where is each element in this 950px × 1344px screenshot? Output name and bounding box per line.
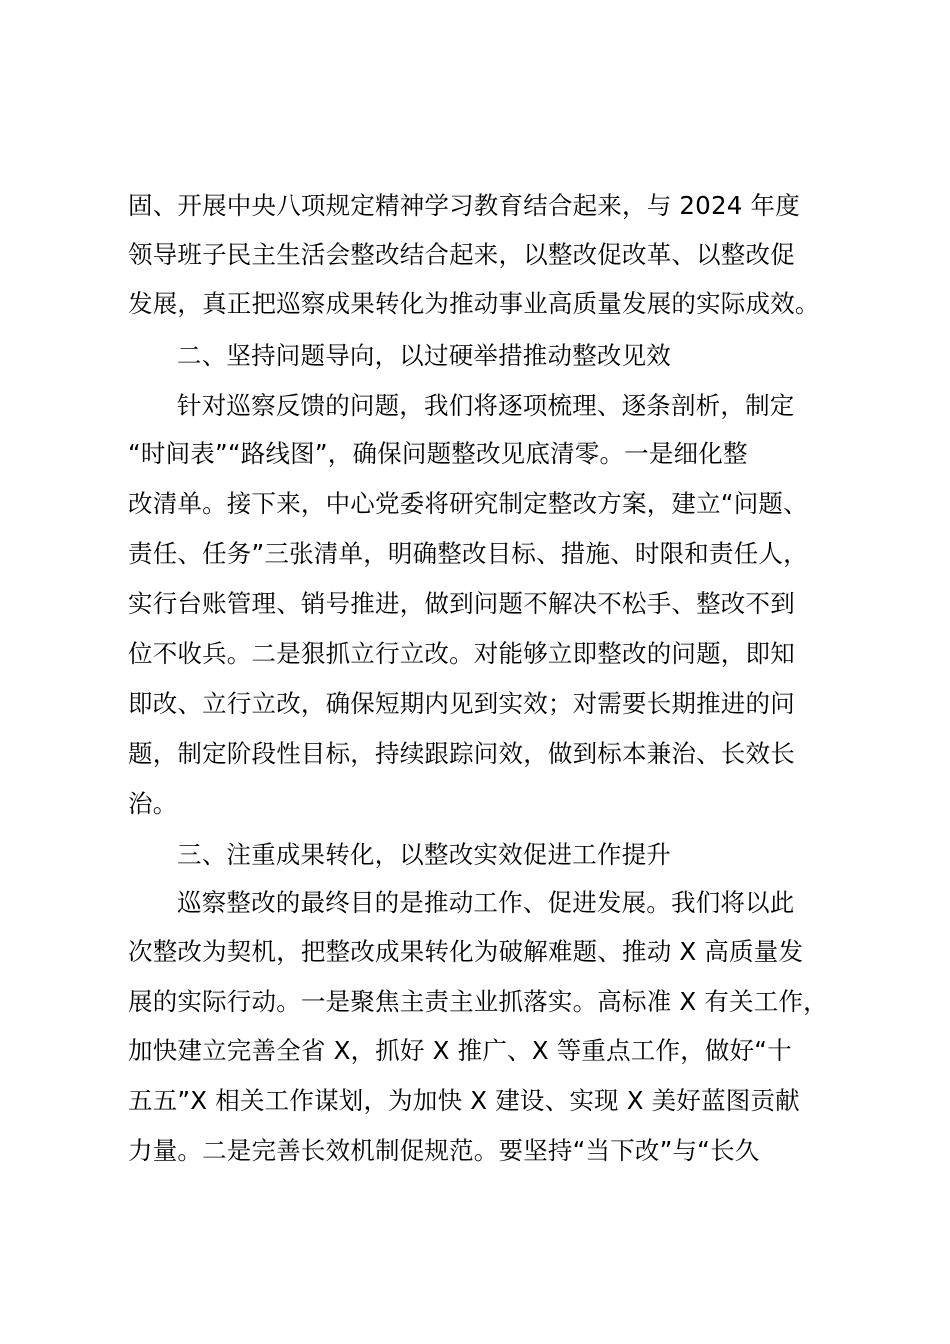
section-heading: 二、坚持问题导向，以过硬举措推动整改见效 xyxy=(177,341,671,370)
text-line: 位不收兵。二是狠抓立行立改。对能够立即整改的问题，即知 xyxy=(128,639,795,668)
text-line: 固、开展中央八项规定精神学习教育结合起来，与 2024 年度 xyxy=(128,191,800,220)
text-line: 领导班子民主生活会整改结合起来，以整改促改革、以整改促 xyxy=(128,240,795,269)
text-line: 治。 xyxy=(128,789,178,818)
text-line: 加快建立完善全省 X，抓好 X 推广、X 等重点工作，做好“十 xyxy=(128,1036,792,1065)
text-line: 改清单。接下来，中心党委将研究制定整改方案，建立“问题、 xyxy=(128,489,808,518)
text-line: 实行台账管理、销号推进，做到问题不解决不松手、整改不到 xyxy=(128,589,795,618)
text-line: 责任、任务”三张清单，明确整改目标、措施、时限和责任人， xyxy=(128,539,808,568)
text-line: 次整改为契机，把整改成果转化为破解难题、推动 X 高质量发 xyxy=(128,937,804,966)
text-line: 力量。二是完善长效机制促规范。要坚持“当下改”与“长久 xyxy=(128,1136,760,1165)
text-line: 发展，真正把巡察成果转化为推动事业高质量发展的实际成效。 xyxy=(128,289,820,318)
text-line: 针对巡察反馈的问题，我们将逐项梳理、逐条剖析，制定 xyxy=(177,391,795,420)
text-line: 展的实际行动。一是聚焦主责主业抓落实。高标准 X 有关工作， xyxy=(128,987,828,1016)
text-line: 巡察整改的最终目的是推动工作、促进发展。我们将以此 xyxy=(177,888,795,917)
section-heading: 三、注重成果转化，以整改实效促进工作提升 xyxy=(177,840,671,869)
text-line: 题，制定阶段性目标，持续跟踪问效，做到标本兼治、长效长 xyxy=(128,739,795,768)
text-line: 即改、立行立改，确保短期内见到实效；对需要长期推进的问 xyxy=(128,689,795,718)
text-line: “时间表”“路线图”，确保问题整改见底清零。一是细化整 xyxy=(128,439,748,468)
text-line: 五五”X 相关工作谋划，为加快 X 建设、实现 X 美好蓝图贡献 xyxy=(128,1086,800,1115)
